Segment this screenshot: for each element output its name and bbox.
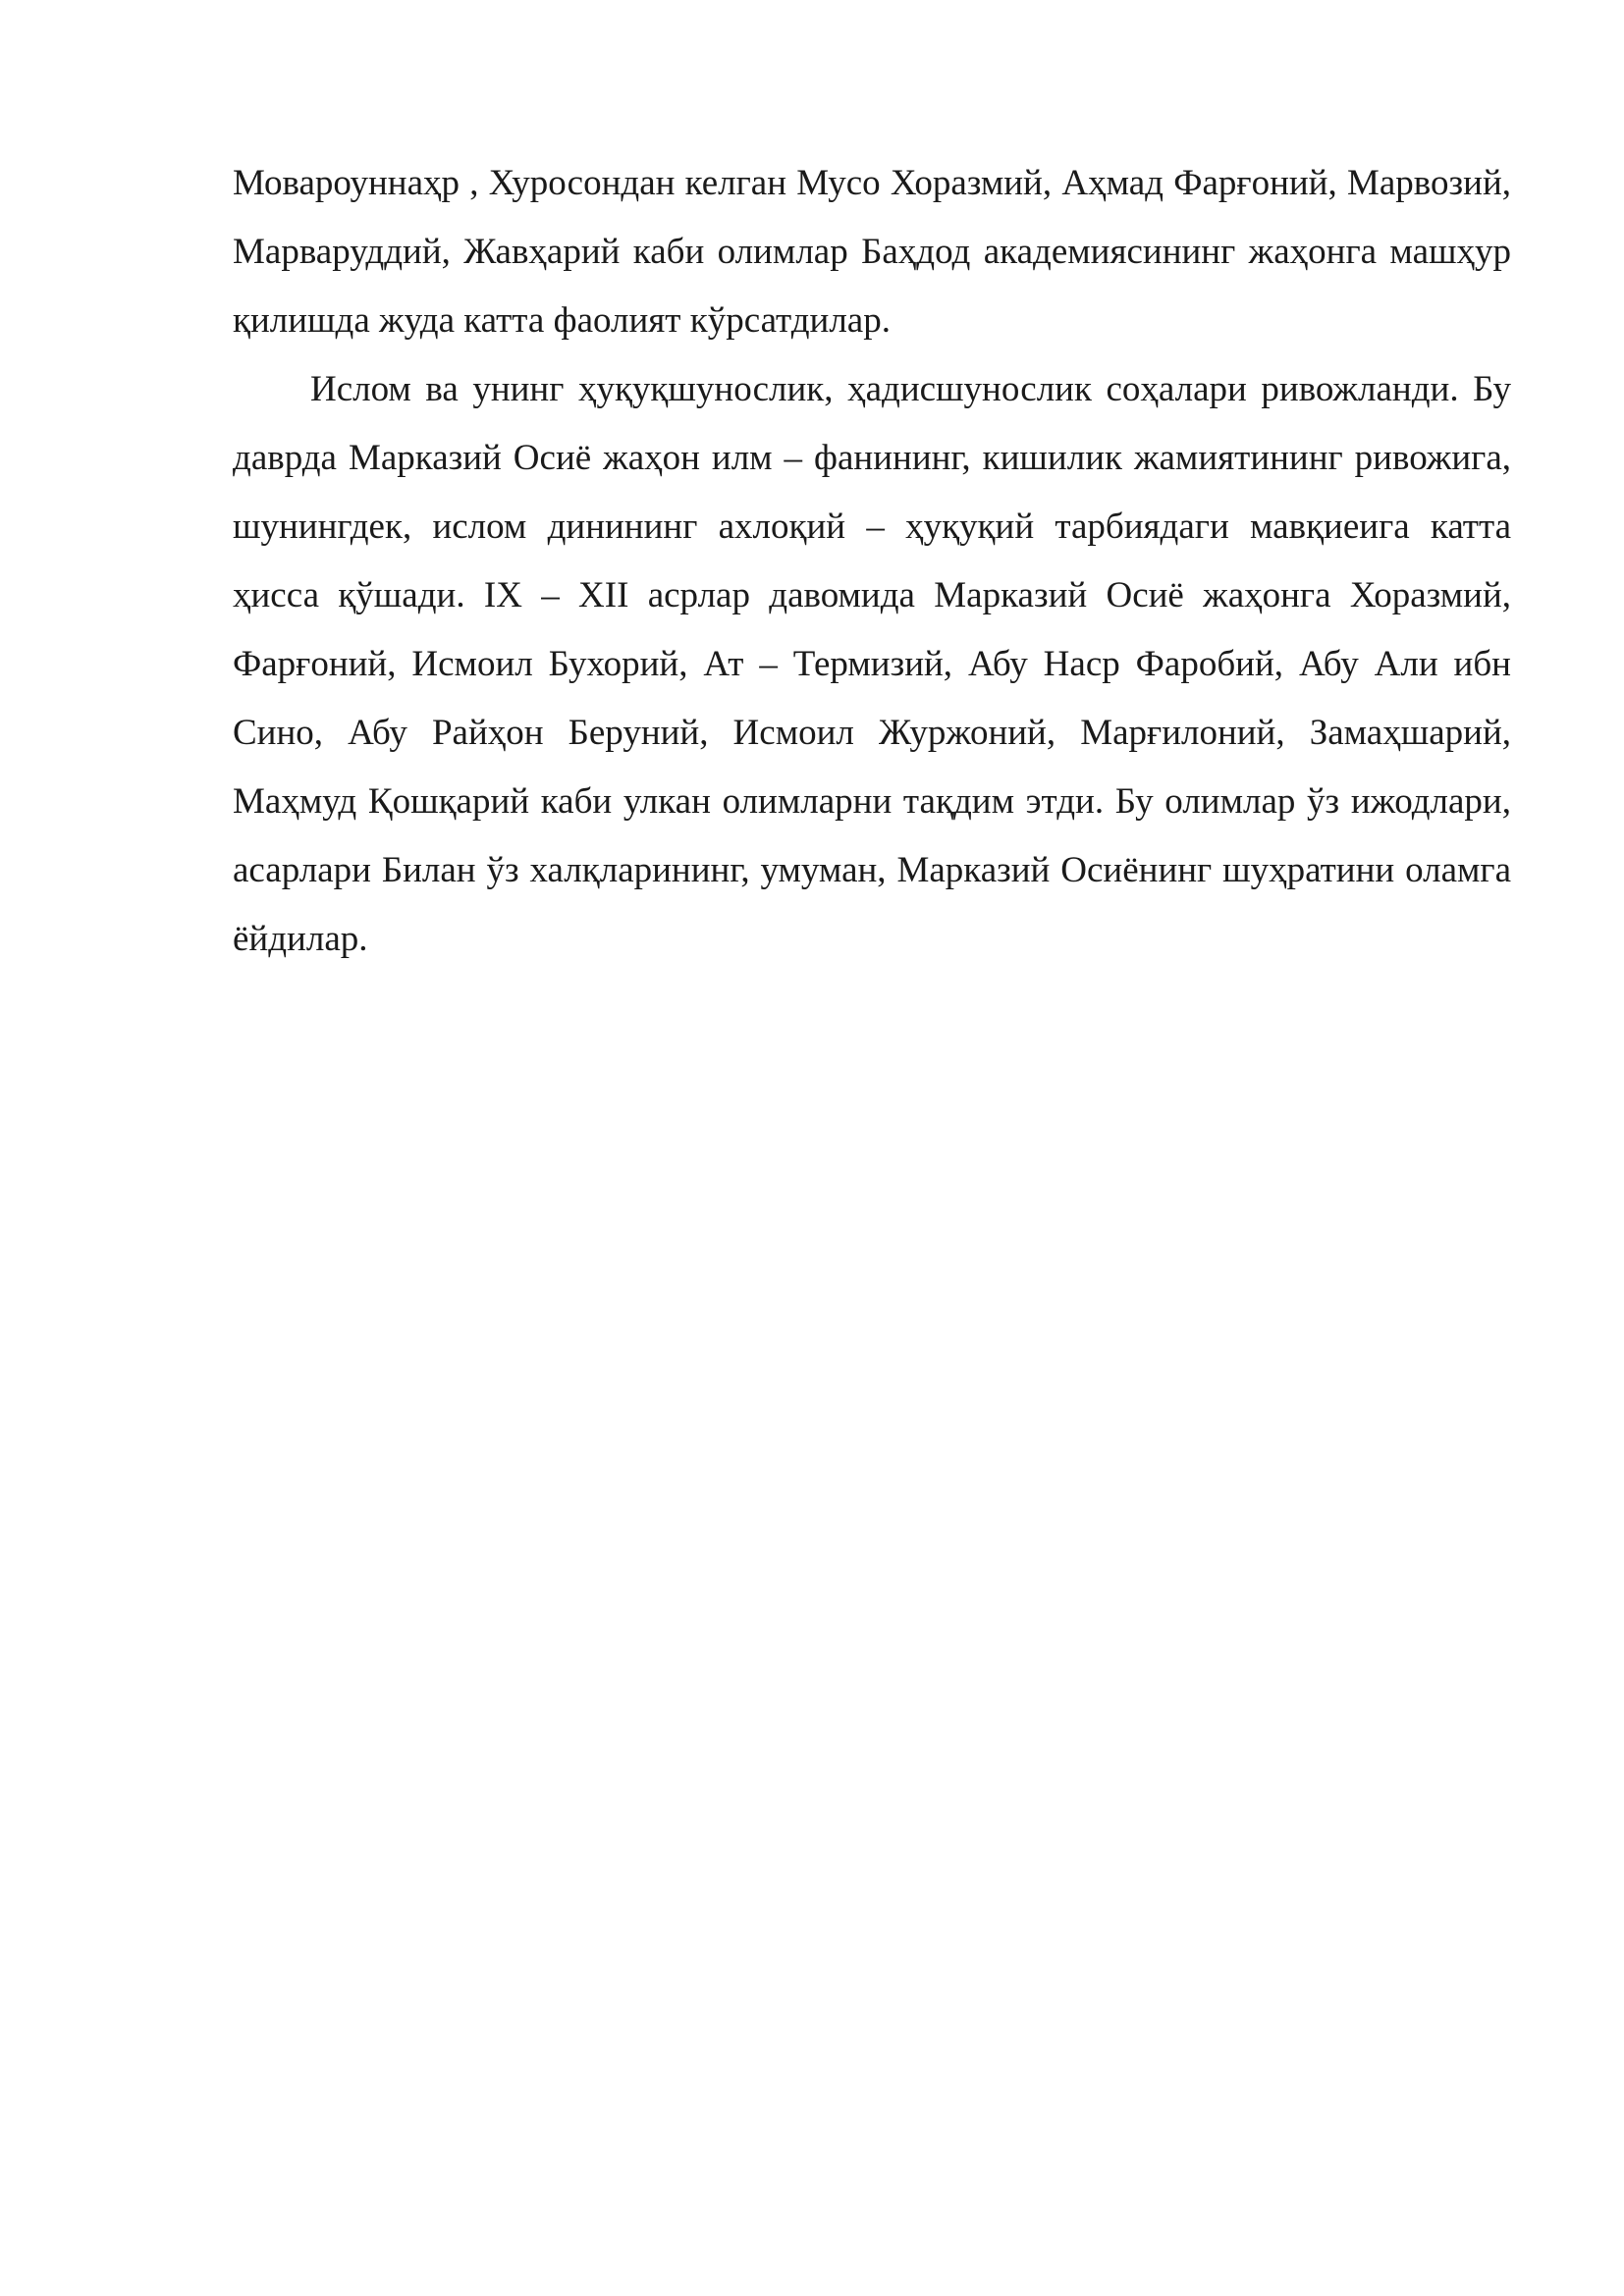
paragraph-1: Мовароуннаҳр , Хуросондан келган Мусо Хоразмий, Аҳмад Фарғоний, Марвозий, Марваруддий, Жавҳарий каби олимлар Баҳдод академиясининг жаҳонга машҳур қилишда жуда катта фаолият кўрсатдилар.	[233, 163, 1511, 341]
body-text	[233, 149, 1511, 974]
paragraph-2: Ислом ва унинг ҳуқуқшунослик, ҳадисшунослик соҳалари ривожланди. Бу даврда Марказий Осиё жаҳон илм – фанининг, кишилик жамиятининг ривожига, шунингдек, ислом динининг ахлоқий – ҳуқуқий тарбиядаги мавқиеига катта ҳисса қўшади. IX – XII асрлар давомида Марказий Осиё жаҳонга Хоразмий, Фарғоний, Исмоил Бухорий, Ат – Термизий, Абу Наср Фаробий, Абу Али ибн Сино, Абу Райҳон Беруний, Исмоил Журжоний, Марғилоний, Замаҳшарий, Маҳмуд Қошқарий каби улкан олимларни тақдим этди. Бу олимлар ўз ижодлари, асарлари Билан ўз халқларининг, умуман, Марказий Осиёнинг шуҳратини оламга ёйдилар.	[233, 369, 1511, 959]
